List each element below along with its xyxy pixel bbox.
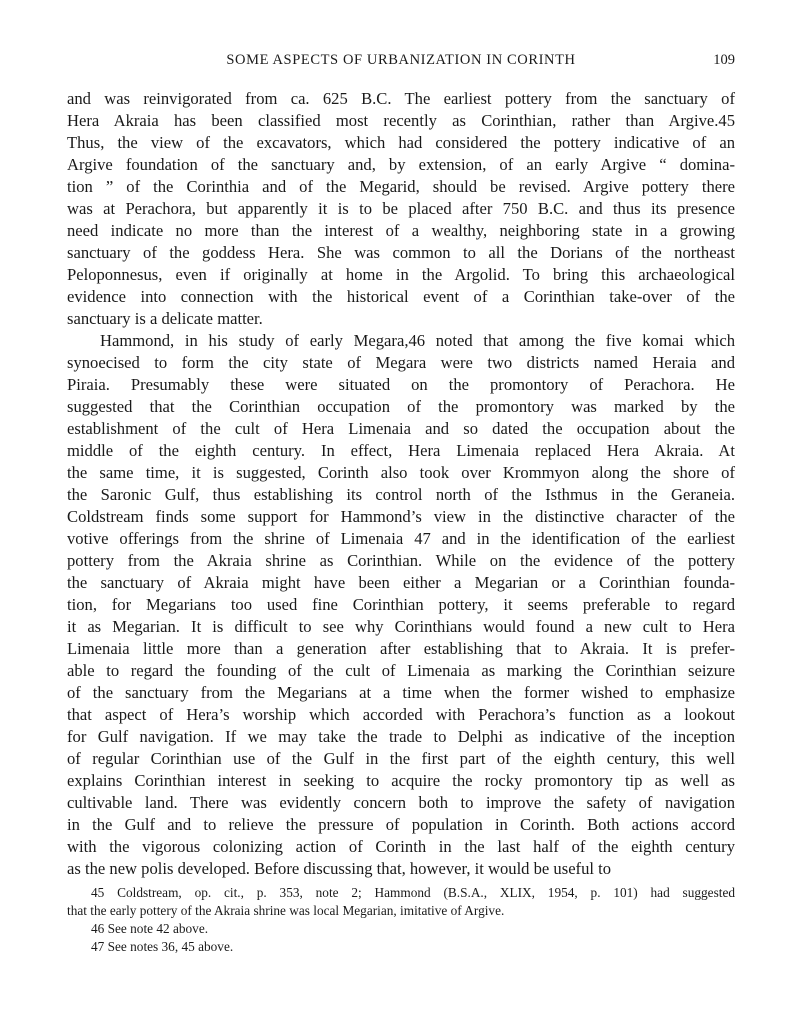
body-line: of the sanctuary from the Megarians at a time when the former wished to emphasize xyxy=(67,683,735,702)
body-line: Argive foundation of the sanctuary and, by extension, of an early Argive “ domina- xyxy=(67,155,735,174)
body-line: in the Gulf and to relieve the pressure of population in Corinth. Both actions accord xyxy=(67,815,735,834)
body-line: Coldstream finds some support for Hammond’s view in the distinctive character of the xyxy=(67,507,735,526)
footnote-line: that the early pottery of the Akraia shrine was local Megarian, imitative of Argive. xyxy=(67,903,505,918)
body-line: with the vigorous colonizing action of Corinth in the last half of the eighth century xyxy=(67,837,735,856)
page-number: 109 xyxy=(713,52,735,68)
footnote-line: 45 Coldstream, op. cit., p. 353, note 2; Hammond (B.S.A., XLIX, 1954, p. 101) had suggested xyxy=(91,885,735,900)
body-line: explains Corinthian interest in seeking to acquire the rocky promontory tip as well as xyxy=(67,771,735,790)
body-line: the sanctuary of Akraia might have been either a Megarian or a Corinthian founda- xyxy=(67,573,735,592)
footnote-line: 46 See note 42 above. xyxy=(91,921,209,936)
body-line: votive offerings from the shrine of Limenaia 47 and in the identification of the earliest xyxy=(67,529,735,548)
body-line: tion, for Megarians too used fine Corinthian pottery, it seems preferable to regard xyxy=(67,595,735,614)
body-line: cultivable land. There was evidently concern both to improve the safety of navigation xyxy=(67,793,735,812)
body-line: that aspect of Hera’s worship which accorded with Perachora’s function as a lookout xyxy=(67,705,735,724)
body-line: sanctuary of the goddess Hera. She was common to all the Dorians of the northeast xyxy=(67,243,735,262)
footnote-line: 47 See notes 36, 45 above. xyxy=(91,939,234,954)
body-text xyxy=(67,88,735,880)
body-line: Thus, the view of the excavators, which had considered the pottery indicative of an xyxy=(67,133,735,152)
body-line: for Gulf navigation. If we may take the trade to Delphi as indicative of the inception xyxy=(67,727,735,746)
body-line: Peloponnesus, even if originally at home in the Argolid. To bring this archaeological xyxy=(67,265,735,284)
body-line: establishment of the cult of Hera Limenaia and so dated the occupation about the xyxy=(67,419,735,438)
body-line: evidence into connection with the historical event of a Corinthian take-over of the xyxy=(67,287,735,306)
body-line: Piraia. Presumably these were situated on the promontory of Perachora. He xyxy=(67,375,735,394)
body-line: was at Perachora, but apparently it is to be placed after 750 B.C. and thus its presence xyxy=(67,199,735,218)
body-line: synoecised to form the city state of Megara were two districts named Heraia and xyxy=(67,353,735,372)
body-line: middle of the eighth century. In effect, Hera Limenaia replaced Hera Akraia. At xyxy=(67,441,735,460)
running-title: SOME ASPECTS OF URBANIZATION IN CORINTH xyxy=(226,52,576,68)
body-line: suggested that the Corinthian occupation of the promontory was marked by the xyxy=(67,397,735,416)
footnotes xyxy=(67,884,735,956)
running-head xyxy=(67,52,735,72)
body-line: pottery from the Akraia shrine as Corinthian. While on the evidence of the pottery xyxy=(67,551,735,570)
body-line: sanctuary is a delicate matter. xyxy=(67,309,263,328)
body-line: tion ” of the Corinthia and of the Megarid, should be revised. Argive pottery there xyxy=(67,177,735,196)
body-line: Hera Akraia has been classified most recently as Corinthian, rather than Argive.45 xyxy=(67,111,735,130)
body-line: it as Megarian. It is difficult to see why Corinthians would found a new cult to Hera xyxy=(67,617,735,636)
body-line: able to regard the founding of the cult of Limenaia as marking the Corinthian seizure xyxy=(67,661,735,680)
body-line: of regular Corinthian use of the Gulf in the first part of the eighth century, this well xyxy=(67,749,735,768)
body-line: as the new polis developed. Before discussing that, however, it would be useful to xyxy=(67,859,612,878)
body-line: the same time, it is suggested, Corinth also took over Krommyon along the shore of xyxy=(67,463,735,482)
body-line: Limenaia little more than a generation after establishing that to Akraia. It is prefer- xyxy=(67,639,735,658)
body-line: Hammond, in his study of early Megara,46 noted that among the five komai which xyxy=(100,331,735,350)
body-line: and was reinvigorated from ca. 625 B.C. The earliest pottery from the sanctuary of xyxy=(67,89,735,108)
body-line: need indicate no more than the interest of a wealthy, neighboring state in a growing xyxy=(67,221,735,240)
body-line: the Saronic Gulf, thus establishing its control north of the Isthmus in the Geraneia. xyxy=(67,485,735,504)
